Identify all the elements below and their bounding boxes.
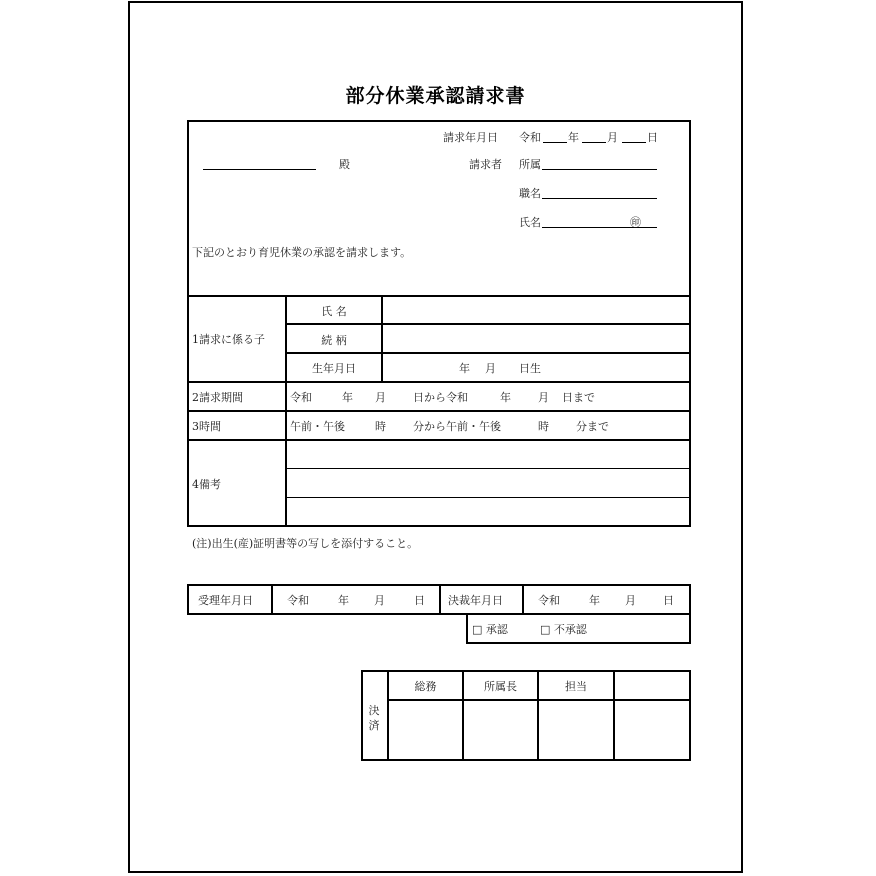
approval-col-department-head: 所属長 <box>484 680 517 693</box>
request-header-box <box>187 120 691 297</box>
request-date-label: 請求年月日 <box>443 131 498 144</box>
received-date-label: 受理年月日 <box>198 594 253 607</box>
birth-year: 年 <box>459 362 470 375</box>
affiliation-label: 所属 <box>519 158 541 171</box>
time-from-ampm: 午前・午後 <box>290 420 345 433</box>
name-label: 氏名 <box>519 216 541 229</box>
requester-label: 請求者 <box>469 158 502 171</box>
period-year-from: 年 <box>342 391 353 404</box>
approval-side-label-2: 済 <box>368 719 380 732</box>
time-to-hour: 時 <box>538 420 549 433</box>
remarks-row-label: 4備考 <box>192 478 221 491</box>
request-year: 年 <box>568 131 579 144</box>
decided-date-label: 決裁年月日 <box>448 594 503 607</box>
birthdate-label: 生年月日 <box>312 362 356 375</box>
period-era-from: 令和 <box>290 391 312 404</box>
document-title: 部分休業承認請求書 <box>345 85 526 107</box>
period-month-from: 月 <box>375 391 386 404</box>
addressee-line <box>203 169 316 170</box>
approval-side-label-1: 決 <box>368 704 380 717</box>
request-month-line <box>582 142 606 143</box>
request-day: 日 <box>647 131 658 144</box>
period-day-from: 日から令和 <box>413 391 468 404</box>
birth-day: 日生 <box>519 362 541 375</box>
honorific: 殿 <box>339 158 350 171</box>
relationship-label: 続 柄 <box>321 334 347 347</box>
birth-month: 月 <box>485 362 496 375</box>
received-month: 月 <box>374 594 385 607</box>
affiliation-line <box>542 169 657 170</box>
decided-day: 日 <box>663 594 674 607</box>
received-day: 日 <box>414 594 425 607</box>
time-to-min: 分まで <box>576 420 609 433</box>
request-statement: 下記のとおり育児休業の承認を請求します。 <box>192 246 412 259</box>
time-from-min: 分から午前・午後 <box>413 420 501 433</box>
request-day-line <box>622 142 646 143</box>
period-year-to: 年 <box>500 391 511 404</box>
received-year: 年 <box>338 594 349 607</box>
time-from-hour: 時 <box>375 420 386 433</box>
request-era: 令和 <box>519 131 541 144</box>
approve-checkbox[interactable]: □ 承認 <box>472 623 508 636</box>
decided-year: 年 <box>589 594 600 607</box>
disapprove-checkbox[interactable]: □ 不承認 <box>540 623 587 636</box>
time-row-label: 3時間 <box>192 420 221 433</box>
position-line <box>542 198 657 199</box>
period-month-to: 月 <box>538 391 549 404</box>
decided-month: 月 <box>625 594 636 607</box>
seal-mark: ㊞ <box>630 216 641 229</box>
child-name-label: 氏 名 <box>321 305 347 318</box>
period-row-label: 2請求期間 <box>192 391 243 404</box>
approval-col-person-in-charge: 担当 <box>565 680 587 693</box>
request-year-line <box>543 142 567 143</box>
decided-era: 令和 <box>538 594 560 607</box>
position-label: 職名 <box>519 187 541 200</box>
received-era: 令和 <box>287 594 309 607</box>
approval-col-general-affairs: 総務 <box>414 680 437 693</box>
attachment-note: (注)出生(産)証明書等の写しを添付すること。 <box>192 537 419 550</box>
period-day-to: 日まで <box>562 391 595 404</box>
document-page <box>128 1 743 873</box>
child-row-label: 1請求に係る子 <box>192 333 265 346</box>
request-month: 月 <box>607 131 618 144</box>
